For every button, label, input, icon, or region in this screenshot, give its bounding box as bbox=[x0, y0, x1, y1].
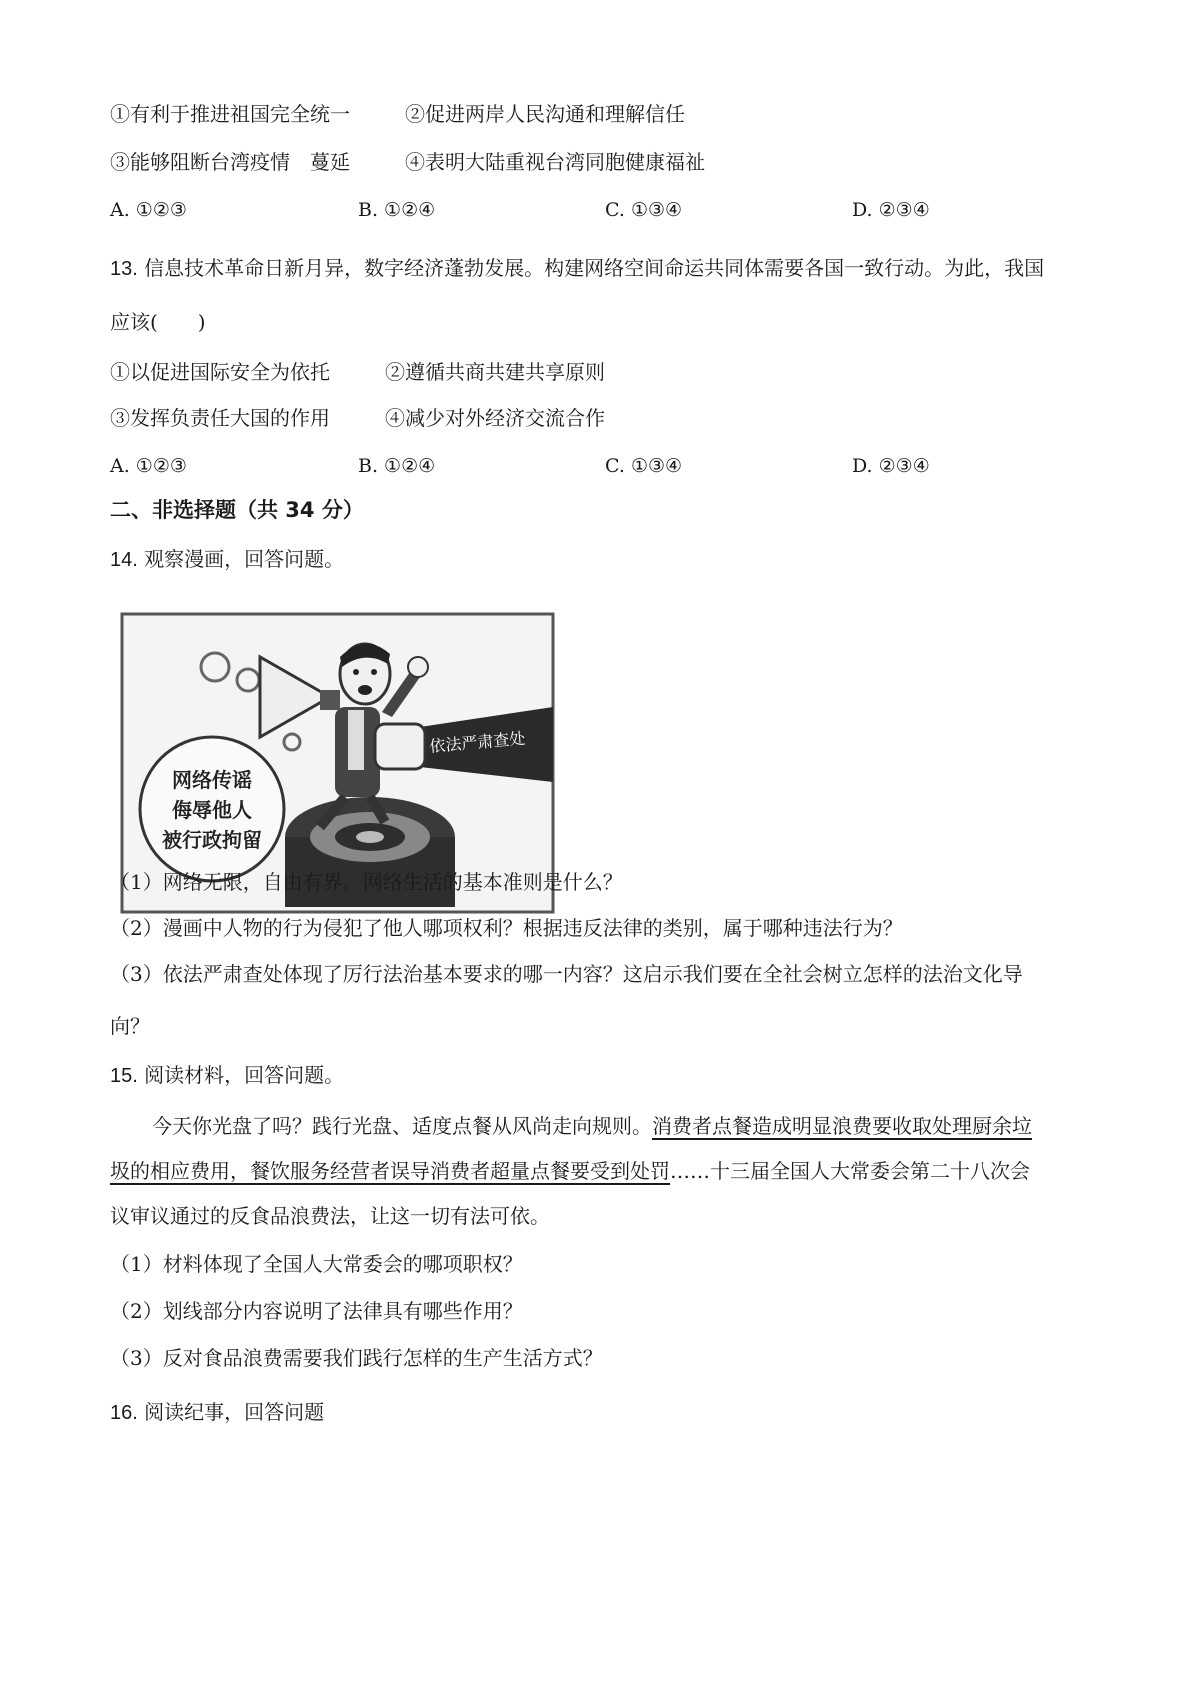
q13-option-3: ③发挥负责任大国的作用 bbox=[110, 406, 330, 430]
q13-choice-c: C. ①③④ bbox=[605, 455, 683, 477]
q15-material-a: 今天你光盘了吗？践行光盘、适度点餐从风尚走向规则。 bbox=[152, 1114, 652, 1138]
q12-choice-a: A. ①②③ bbox=[110, 199, 187, 221]
q13-stem-line2: 应该( ) bbox=[110, 310, 206, 334]
q13-number: 13. bbox=[110, 258, 138, 280]
q13-choice-a: A. ①②③ bbox=[110, 455, 187, 477]
bubble-line-2: 侮辱他人 bbox=[172, 798, 252, 822]
q13-option-2: ②遵循共商共建共享原则 bbox=[385, 360, 605, 384]
q15-number: 15. bbox=[110, 1065, 138, 1087]
q13-stem bbox=[110, 254, 1044, 283]
bubble-line-1: 网络传谣 bbox=[172, 768, 252, 792]
q15-sub-3: （3）反对食品浪费需要我们践行怎样的生产生活方式？ bbox=[110, 1346, 603, 1370]
q12-choice-d: D. ②③④ bbox=[852, 199, 930, 221]
q15-material-line1 bbox=[152, 1112, 1032, 1140]
q13-stem-line1: 信息技术革命日新月异，数字经济蓬勃发展。构建网络空间命运共同体需要各国一致行动。为此，我国 bbox=[144, 256, 1045, 280]
q14-stem-text: 观察漫画，回答问题。 bbox=[144, 547, 345, 571]
q15-material-underlined-1: 消费者点餐造成明显浪费要收取处理厨余垃 bbox=[652, 1114, 1032, 1138]
q15-material-b: ……十三届全国人大常委会第二十八次会 bbox=[670, 1159, 1030, 1183]
q12-option-3: ③能够阻断台湾疫情 蔓延 bbox=[110, 150, 350, 174]
q14-stem bbox=[110, 545, 344, 574]
q14-sub-2: （2）漫画中人物的行为侵犯了他人哪项权利？根据违反法律的类别，属于哪种违法行为？ bbox=[110, 916, 903, 940]
q14-sub-1: （1）网络无限，自由有界。网络生活的基本准则是什么？ bbox=[110, 870, 623, 894]
q12-choice-c: C. ①③④ bbox=[605, 199, 683, 221]
q12-option-4: ④表明大陆重视台湾同胞健康福祉 bbox=[405, 150, 705, 174]
q13-choice-d: D. ②③④ bbox=[852, 455, 930, 477]
q13-option-4: ④减少对外经济交流合作 bbox=[385, 406, 605, 430]
q15-material-line3: 议审议通过的反食品浪费法，让这一切有法可依。 bbox=[110, 1204, 550, 1228]
q14-sub-3-line2: 向？ bbox=[110, 1014, 150, 1038]
q16-stem bbox=[110, 1398, 324, 1427]
q15-stem bbox=[110, 1061, 344, 1090]
q14-sub-3-line1: （3）依法严肃查处体现了厉行法治基本要求的哪一内容？这启示我们要在全社会树立怎样的法治文化导 bbox=[110, 962, 1023, 986]
bubble-line-3: 被行政拘留 bbox=[162, 828, 262, 852]
section-2-title: 二、非选择题（共 34 分） bbox=[110, 498, 364, 522]
sleeve-text: 依法严肃查处 bbox=[428, 728, 526, 756]
q15-material-line2 bbox=[110, 1157, 1030, 1185]
q13-option-1: ①以促进国际安全为依托 bbox=[110, 360, 330, 384]
q16-number: 16. bbox=[110, 1402, 138, 1424]
q15-sub-1: （1）材料体现了全国人大常委会的哪项职权？ bbox=[110, 1252, 523, 1276]
q16-stem-text: 阅读纪事，回答问题 bbox=[144, 1400, 325, 1424]
q14-number: 14. bbox=[110, 549, 138, 571]
q12-choice-b: B. ①②④ bbox=[358, 199, 436, 221]
q12-option-1: ①有利于推进祖国完全统一 bbox=[110, 102, 350, 126]
q15-sub-2: （2）划线部分内容说明了法律具有哪些作用？ bbox=[110, 1299, 523, 1323]
q15-stem-text: 阅读材料，回答问题。 bbox=[144, 1063, 345, 1087]
q15-material-underlined-2: 圾的相应费用，餐饮服务经营者误导消费者超量点餐要受到处罚 bbox=[110, 1159, 670, 1183]
q12-option-2: ②促进两岸人民沟通和理解信任 bbox=[405, 102, 685, 126]
q13-choice-b: B. ①②④ bbox=[358, 455, 436, 477]
